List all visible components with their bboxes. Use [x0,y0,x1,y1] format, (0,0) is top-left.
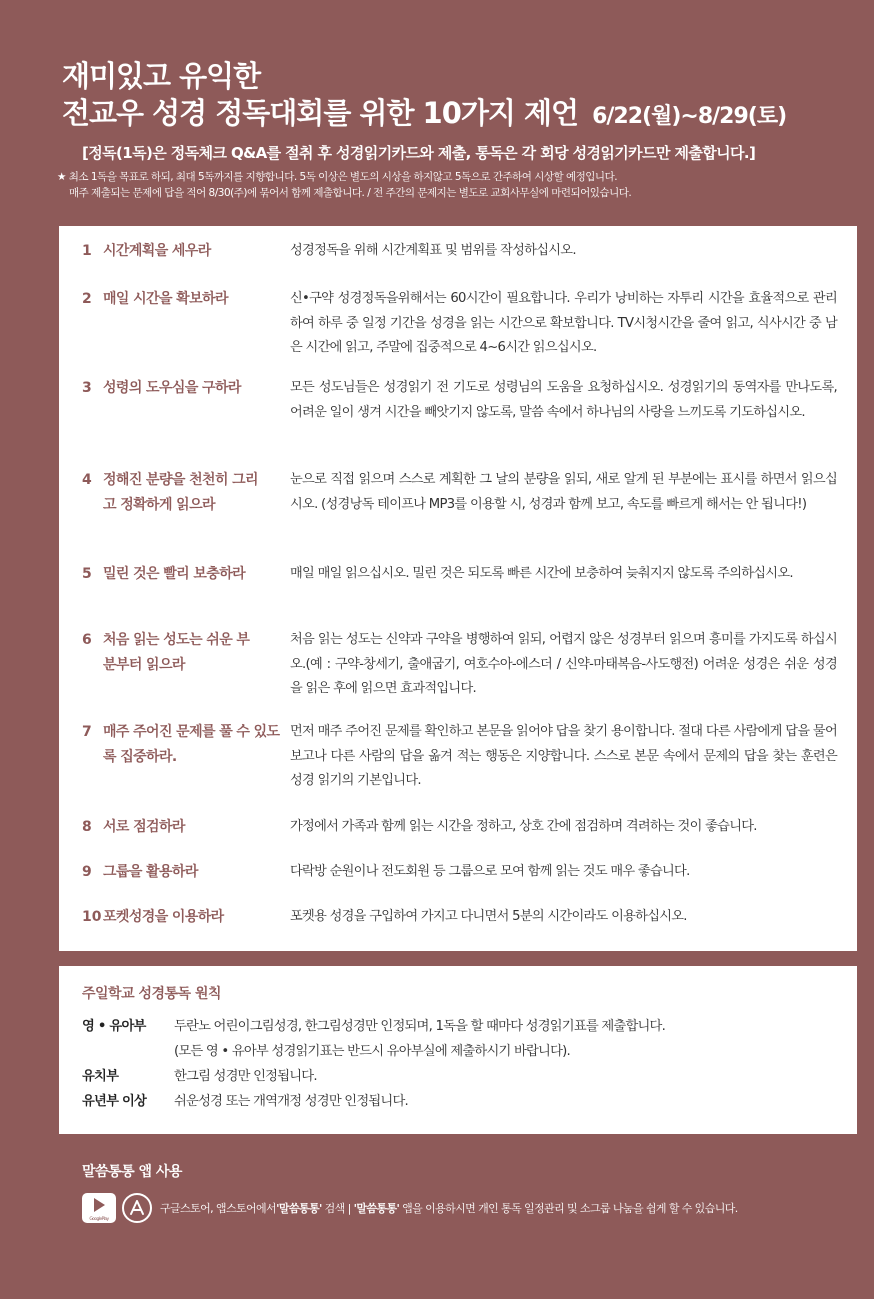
notes [57,169,822,201]
rule-row [82,1065,317,1089]
tip-number: 5 [82,566,92,582]
rule-label: 유치부 [82,1069,119,1084]
tip-number: 4 [82,472,92,488]
tip-number: 3 [82,380,92,396]
tip-item [82,860,847,885]
tip-title: 매일 시간을 확보하라 [103,291,228,307]
app-description [160,1200,738,1216]
tip-title: 그룹을 활용하라 [103,864,198,880]
play-caption: GooglePlay [89,1217,109,1222]
tips-panel [59,226,857,951]
tip-title: 포켓성경을 이용하라 [103,909,224,925]
header [57,58,822,201]
tip-item [82,720,847,794]
tip-number: 2 [82,291,92,307]
tip-number: 10 [82,909,102,925]
rule-text: 한그림 성경만 인정됩니다. [174,1069,317,1084]
tip-title: 성령의 도우심을 구하라 [103,380,241,396]
tip-item [82,905,847,930]
tip-item [82,468,847,517]
note-1: ★ 최소 1독을 목표로 하되, 최대 5독까지를 지향합니다. 5독 이상은 별도의 시상을 하지않고 5독으로 간주하여 시상할 예정입니다. [57,171,618,183]
tip-body: 매일 매일 읽으십시오. 밀린 것은 되도록 빠른 시간에 보충하여 늦춰지지 않도록 주의하십시오. [290,566,793,581]
tip-item [82,562,847,587]
tip-title: 정해진 분량을 천천히 그리고 정확하게 읽으라 [103,472,258,513]
tip-title: 처음 읽는 성도는 쉬운 부분부터 읽으라 [103,632,250,673]
rule-text: 쉬운성경 또는 개역개정 성경만 인정됩니다. [174,1094,408,1109]
subtitle: [정독(1독)은 정독체크 Q&A를 절취 후 성경읽기카드와 제출, 통독은 각 회당 성경읽기카드만 제출합니다.] [82,144,756,162]
tip-body: 먼저 매주 주어진 문제를 확인하고 본문을 읽어야 답을 찾기 용이합니다. 절대 다른 사람에게 답을 물어보고나 다른 사람의 답을 옮겨 적는 행동은 지양합니다. 스스로 본문 속에서 문제의 답을 찾는 훈련은 성경 읽기의 기본입니다. [290,724,837,788]
tip-body: 눈으로 직접 읽으며 스스로 계획한 그 날의 분량을 읽되, 새로 알게 된 부분에는 표시를 하면서 읽으십시오. (성경낭독 테이프나 MP3를 이용할 시, 성경과 함께 보고, 속도를 빠르게 해서는 안 됩니다!) [290,472,837,512]
rule-label: 영 • 유아부 [82,1019,146,1034]
app-footer [82,1161,738,1223]
rule-row [82,1090,408,1114]
tip-item [82,628,847,702]
tip-item [82,239,847,264]
tip-title: 밀린 것은 빨리 보충하라 [103,566,246,582]
tip-body: 신•구약 성경정독을위해서는 60시간이 필요합니다. 우리가 낭비하는 자투리 시간을 효율적으로 관리하여 하루 중 일정 기간을 성경을 읽는 시간으로 확보합니다. TV시청시간을 줄여 읽고, 식사시간 중 남은 시간에 읽고, 주말에 집중적으로 4~6시간 읽으십시오. [290,291,837,355]
rule-label: 유년부 이상 [82,1094,147,1109]
tip-body: 처음 읽는 성도는 신약과 구약을 병행하여 읽되, 어렵지 않은 성경부터 읽으며 흥미를 가지도록 하십시오.(예 : 구약-창세기, 출애굽기, 여호수아-에스더 / 신약-마태복음-사도행전) 어려운 성경은 쉬운 성경을 읽은 후에 읽으면 효과적입니다. [290,632,837,696]
tip-number: 7 [82,724,92,740]
google-play-icon[interactable] [82,1193,116,1223]
tip-body: 다락방 순원이나 전도회원 등 그룹으로 모여 함께 읽는 것도 매우 좋습니다. [290,864,690,879]
tip-body: 성경정독을 위해 시간계획표 및 범위를 작성하십시오. [290,243,576,258]
event-dates: 6/22(월)~8/29(토) [592,104,787,129]
tip-number: 9 [82,864,92,880]
tip-number: 1 [82,243,92,259]
tip-body: 포켓용 성경을 구입하여 가지고 다니면서 5분의 시간이라도 이용하십시오. [290,909,687,924]
tip-number: 6 [82,632,92,648]
tip-item [82,376,847,425]
title-line-2: 전교우 성경 정독대회를 위한 10가지 제언 [62,96,579,130]
rule-label [82,1040,174,1064]
tip-body: 가정에서 가족과 함께 읽는 시간을 정하고, 상호 간에 점검하며 격려하는 것이 좋습니다. [290,819,757,834]
app-name-b: '말씀통통' [353,1202,400,1215]
tip-number: 8 [82,819,92,835]
app-text-b: 검색 | [321,1202,354,1215]
note-2: 매주 제출되는 문제에 답을 적어 8/30(주)에 묶어서 함께 제출합니다. / 전 주간의 문제지는 별도로 교회사무실에 마련되어있습니다. [69,187,632,199]
rule-row [82,1040,570,1064]
tip-body: 모든 성도님들은 성경읽기 전 기도로 성령님의 도움을 요청하십시오. 성경읽기의 동역자를 만나도록, 어려운 일이 생겨 시간을 빼앗기지 않도록, 말씀 속에서 하나님의 사랑을 느끼도록 기도하십시오. [290,380,837,420]
tip-title: 매주 주어진 문제를 풀 수 있도록 집중하라. [103,724,280,765]
app-store-icon[interactable] [122,1193,152,1223]
rule-text: 두란노 어린이그림성경, 한그림성경만 인정되며, 1독을 할 때마다 성경읽기표를 제출합니다. [174,1019,666,1034]
sunday-school-title: 주일학교 성경통독 원칙 [82,986,221,1002]
tip-title: 시간계획을 세우라 [103,243,211,259]
tip-item [82,815,847,840]
app-name-a: '말씀통통' [276,1202,322,1215]
tip-item [82,287,847,361]
tip-title: 서로 점검하라 [103,819,185,835]
app-text-c: 앱을 이용하시면 개인 통독 일정관리 및 소그룹 나눔을 쉽게 할 수 있습니다. [399,1202,738,1215]
app-text-a: 구글스토어, 앱스토어에서 [160,1202,277,1215]
sunday-school-panel [59,966,857,1134]
rule-text: (모든 영 • 유아부 성경읽기표는 반드시 유아부실에 제출하시기 바랍니다). [174,1044,570,1059]
rule-row [82,1015,665,1039]
app-title: 말씀통통 앱 사용 [82,1164,182,1180]
title-line-1: 재미있고 유익한 [62,59,261,93]
